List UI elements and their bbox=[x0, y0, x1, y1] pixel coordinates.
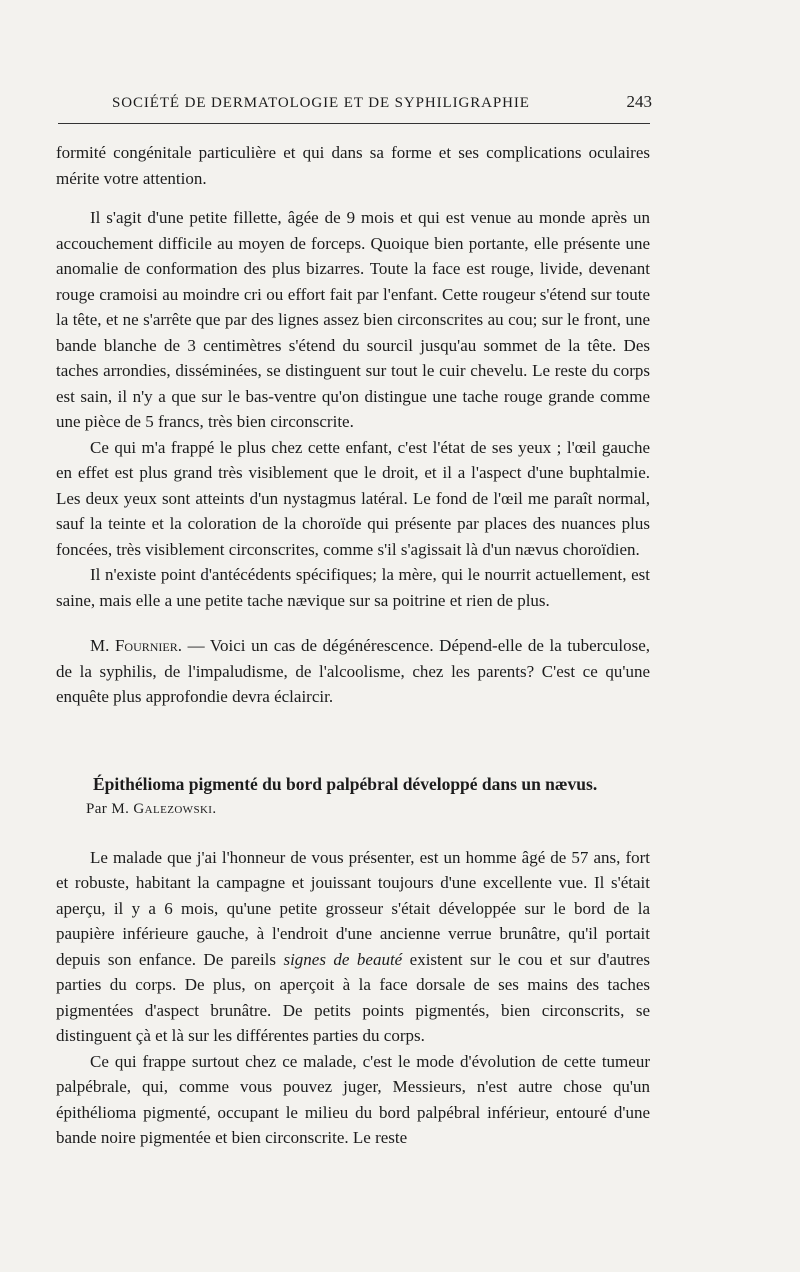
paragraph-antecedents: Il n'existe point d'antécédents spécifiques; la mère, qui le nourrit actuellement, est saine, mais elle a une petite tache nævique sur sa poitrine et rien de plus. bbox=[56, 565, 650, 610]
speaker-name: M. Fournier. bbox=[90, 636, 183, 655]
header-rule bbox=[58, 123, 650, 124]
section-byline bbox=[56, 797, 650, 823]
page-body bbox=[56, 140, 650, 1151]
patient-text-italic: signes de beauté bbox=[283, 949, 403, 969]
patient-text-a: Le malade que j'ai l'honneur de vous présenter, est un homme âgé de 57 ans, fort et robuste, habitant la campagne et jouissant toujours d'une excellente vue. Il s'était aperçu, il y a 6 mois, qu'une petite grosseur s'était développée sur le bord de la paupière inférieure gauche, à l'endroit d'une ancienne verrue brunâtre, qu'il portait depuis son enfance. De pareils bbox=[56, 847, 650, 969]
paragraph-tumor: Ce qui frappe surtout chez ce malade, c'est le mode d'évolution de cette tumeur palpébrale, qui, comme vous pouvez juger, Messieurs, n'est autre chose qu'un épithélioma pigmenté, occupant le milieu du bord palpébral inférieur, entouré d'une bande noire pigmentée et bien circonscrite. Le reste bbox=[56, 1051, 650, 1147]
running-header bbox=[112, 92, 652, 112]
page-number: 243 bbox=[626, 92, 652, 111]
paragraph-case-description: Il s'agit d'une petite fillette, âgée de 9 mois et qui est venue au monde après un accouchement difficile au moyen de forceps. Quoique bien portante, elle présente une anomalie de conformation des plus bizarres. Toute la face est rouge, livide, devenant rouge cramoisi au moindre cri ou effort fait par l'enfant. Cette rougeur s'étend sur toute la tête, et ne s'arrête que par des lignes assez bien circonscrites au cou; sur le front, une bande blanche de 3 centimètres s'étend du sourcil jusqu'au sommet de la tête. Des taches arrondies, disséminées, se distinguent sur tout le cuir chevelu. Le reste du corps est sain, il n'y a que sur le bas-ventre qu'on distingue une tache rouge grande comme une pièce de 5 francs, très bien circonscrite. bbox=[56, 208, 650, 431]
paragraph-eyes: Ce qui m'a frappé le plus chez cette enfant, c'est l'état de ses yeux ; l'œil gauche en effet est plus grand très visiblement que le droit, et il a l'aspect d'une buphtalmie. Les deux yeux sont atteints d'un nystagmus latéral. Le fond de l'œil me paraît normal, sauf la teinte et la coloration de la choroïde qui présente par places des nuances plus foncées, très visiblement circonscrites, comme s'il s'agissait là d'un nævus choroïdien. bbox=[56, 437, 650, 559]
patient-text-b: existent sur le cou et sur d'autres parties du corps. De plus, on aperçoit à la face dorsale de ses mains des taches pigmentées d'aspect brunâtre. De petits points pigmentés, bien circonscrits, se distinguent çà et là sur les différentes parties du corps. bbox=[56, 949, 651, 1045]
paragraph-fournier bbox=[56, 633, 650, 710]
byline-author: Galezowski. bbox=[133, 801, 217, 817]
section-title: Épithélioma pigmenté du bord palpébral développé dans un nævus. bbox=[93, 773, 598, 794]
paragraph-continued: formité congénitale particulière et qui dans sa forme et ses complications oculaires mérite votre attention. bbox=[56, 143, 650, 188]
paragraph-patient bbox=[56, 845, 650, 1049]
running-title: SOCIÉTÉ DE DERMATOLOGIE ET DE SYPHILIGRAPHIE bbox=[112, 95, 530, 111]
speaker-remark: — Voici un cas de dégénérescence. Dépend-elle de la tuberculose, de la syphilis, de l'impaludisme, de l'alcoolisme, chez les parents? C'est ce qu'une enquête plus approfondie devra éclaircir. bbox=[56, 636, 650, 706]
byline-prefix: Par M. bbox=[86, 801, 134, 817]
